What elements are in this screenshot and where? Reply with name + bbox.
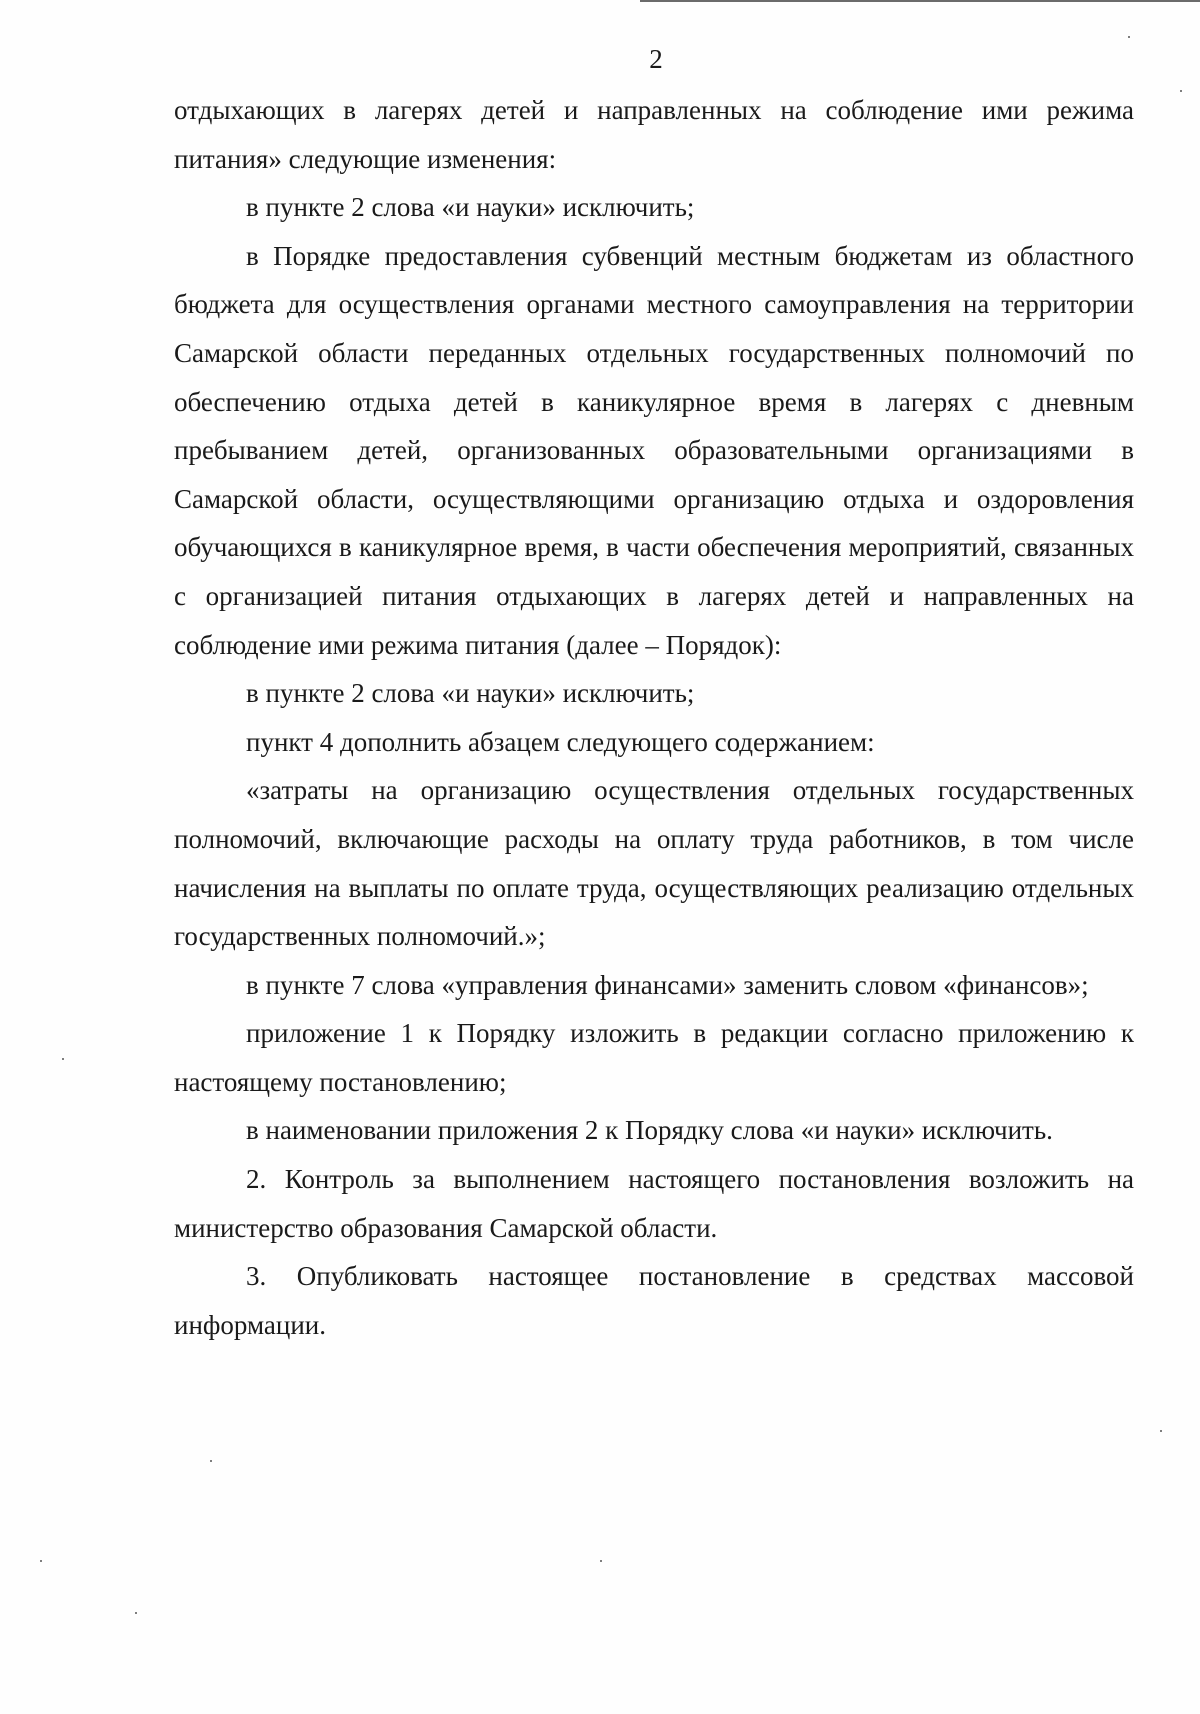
paragraph-procedure-item-2: в пункте 2 слова «и науки» исключить; (246, 678, 695, 709)
scan-speck (600, 1560, 602, 1562)
scan-speck (1160, 1430, 1162, 1432)
document-body (174, 86, 1134, 1349)
scan-speck (210, 1460, 212, 1462)
scan-edge-line (640, 0, 1200, 2)
paragraph-control: 2. Контроль за выполнением настоящего постановления возложить на министерство образования Самарской области. (174, 1164, 1134, 1243)
page-number: 2 (649, 44, 663, 74)
scan-speck (40, 1560, 42, 1562)
paragraph-procedure-item-4: пункт 4 дополнить абзацем следующего содержанием: (246, 726, 875, 757)
paragraph-continuation: отдыхающих в лагерях детей и направленных на соблюдение ими режима питания» следующие изменения: (174, 95, 1134, 174)
paragraph-procedure: в Порядке предоставления субвенций местным бюджетам из областного бюджета для осуществления органами местного самоуправления на территории Самарской области переданных отдельных государственных полномочий по обеспечению отдыха детей в каникулярное время в лагерях с дневным пребыванием детей, организованных образовательными организациями в Самарской области, осуществляющими организацию отдыха и оздоровления обучающихся в каникулярное время, в части обеспечения мероприятий, связанных с организацией питания отдыхающих в лагерях детей и направленных на соблюдение ими режима питания (далее – Порядок): (174, 240, 1134, 660)
paragraph-procedure-item-7: в пункте 7 слова «управления финансами» заменить словом «финансов»; (246, 969, 1089, 1000)
paragraph-publish: 3. Опубликовать настоящее постановление в средствах массовой информации. (174, 1261, 1134, 1340)
scan-speck (1180, 90, 1182, 92)
scan-speck (135, 1612, 137, 1614)
scan-speck (1128, 36, 1130, 38)
paragraph-quote-costs: «затраты на организацию осуществления отдельных государственных полномочий, включающие расходы на оплату труда работников, в том числе начисления на выплаты по оплате труда, осуществляющих реализацию отдельных государственных полномочий.»; (174, 775, 1134, 952)
scan-speck (62, 1058, 64, 1060)
paragraph-item-2: в пункте 2 слова «и науки» исключить; (246, 192, 695, 223)
paragraph-appendix-1: приложение 1 к Порядку изложить в редакции согласно приложению к настоящему постановлению; (174, 1018, 1134, 1097)
paragraph-appendix-2: в наименовании приложения 2 к Порядку слова «и науки» исключить. (246, 1115, 1053, 1146)
